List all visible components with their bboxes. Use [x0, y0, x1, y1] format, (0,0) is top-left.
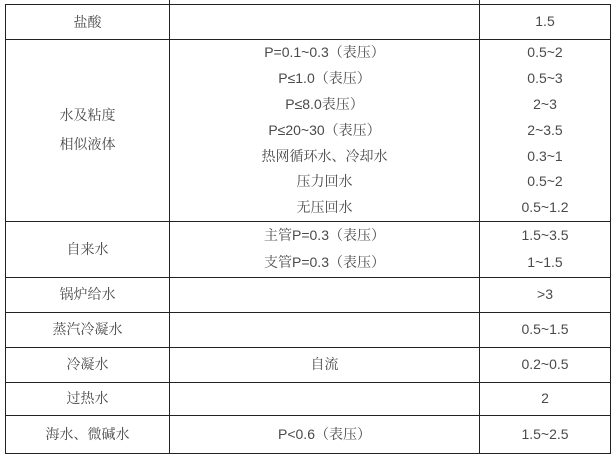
flow-velocity-table: [5, 4, 611, 454]
substance-label: 冷凝水: [66, 356, 109, 373]
value-cell: [480, 382, 611, 415]
condition-text: P≤1.0（表压）: [278, 69, 371, 86]
substance-label: 过热水: [66, 390, 109, 407]
condition-text: 支管P=0.3（表压）: [264, 254, 385, 271]
substance-cell: [6, 5, 170, 40]
table-row: [6, 415, 611, 453]
condition-cell: [170, 312, 480, 347]
flow-velocity-value: >3: [537, 286, 553, 303]
substance-cell: [6, 415, 170, 453]
condition-cell: [170, 382, 480, 415]
flow-velocity-value: 1~1.5: [527, 254, 563, 271]
condition-cell: [170, 5, 480, 40]
substance-label: 盐酸: [73, 13, 102, 30]
table-row: [6, 40, 611, 222]
substance-cell: [6, 347, 170, 382]
substance-cell: [6, 382, 170, 415]
substance-label-line: 相似液体: [59, 136, 116, 153]
flow-velocity-value: 2~3: [533, 95, 557, 112]
table-row: [6, 221, 611, 277]
condition-text: 热网循环水、冷却水: [261, 147, 388, 164]
condition-text: P=0.1~0.3（表压）: [264, 44, 385, 61]
flow-velocity-value: 0.5~1.5: [521, 321, 569, 338]
flow-velocity-value: 2~3.5: [527, 121, 563, 138]
flow-velocity-value: 0.2~0.5: [521, 356, 569, 373]
table-row: [6, 5, 611, 40]
flow-velocity-value: 0.5~2: [527, 173, 563, 190]
flow-velocity-value: 0.3~1: [527, 147, 563, 164]
condition-cell: [170, 40, 480, 222]
substance-label: 蒸汽冷凝水: [52, 321, 123, 338]
flow-velocity-value: 0.5~1.2: [521, 199, 569, 216]
condition-cell: [170, 221, 480, 277]
condition-text: 自流: [310, 356, 339, 373]
table-row: [6, 277, 611, 312]
condition-cell: [170, 347, 480, 382]
value-cell: [480, 347, 611, 382]
substance-label: 自来水: [66, 240, 109, 257]
substance-cell: [6, 221, 170, 277]
substance-label: 锅炉给水: [59, 286, 116, 303]
flow-velocity-value: 1.5~2.5: [521, 425, 569, 442]
table-row: [6, 382, 611, 415]
condition-text: P≤8.0表压）: [285, 95, 364, 112]
value-cell: [480, 40, 611, 222]
value-cell: [480, 221, 611, 277]
substance-label: [6, 101, 169, 159]
condition-text: 主管P=0.3（表压）: [264, 226, 385, 243]
flow-velocity-value: 0.5~3: [527, 69, 563, 86]
condition-text: P<0.6（表压）: [278, 425, 371, 442]
flow-velocity-value: 1.5: [535, 13, 555, 30]
substance-label: 海水、微碱水: [45, 425, 130, 442]
condition-text: P≤20~30（表压）: [268, 121, 381, 138]
substance-cell: [6, 40, 170, 222]
substance-cell: [6, 277, 170, 312]
flow-velocity-value: 0.5~2: [527, 44, 563, 61]
condition-cell: [170, 277, 480, 312]
value-cell: [480, 5, 611, 40]
condition-text: 无压回水: [296, 199, 353, 216]
substance-cell: [6, 312, 170, 347]
flow-velocity-value: 2: [541, 390, 549, 407]
condition-cell: [170, 415, 480, 453]
value-cell: [480, 312, 611, 347]
value-cell: [480, 277, 611, 312]
value-cell: [480, 415, 611, 453]
condition-text: 压力回水: [296, 173, 353, 190]
flow-velocity-value: 1.5~3.5: [521, 226, 569, 243]
table-row: [6, 312, 611, 347]
table-row: [6, 347, 611, 382]
substance-label-line: 水及粘度: [59, 107, 116, 124]
